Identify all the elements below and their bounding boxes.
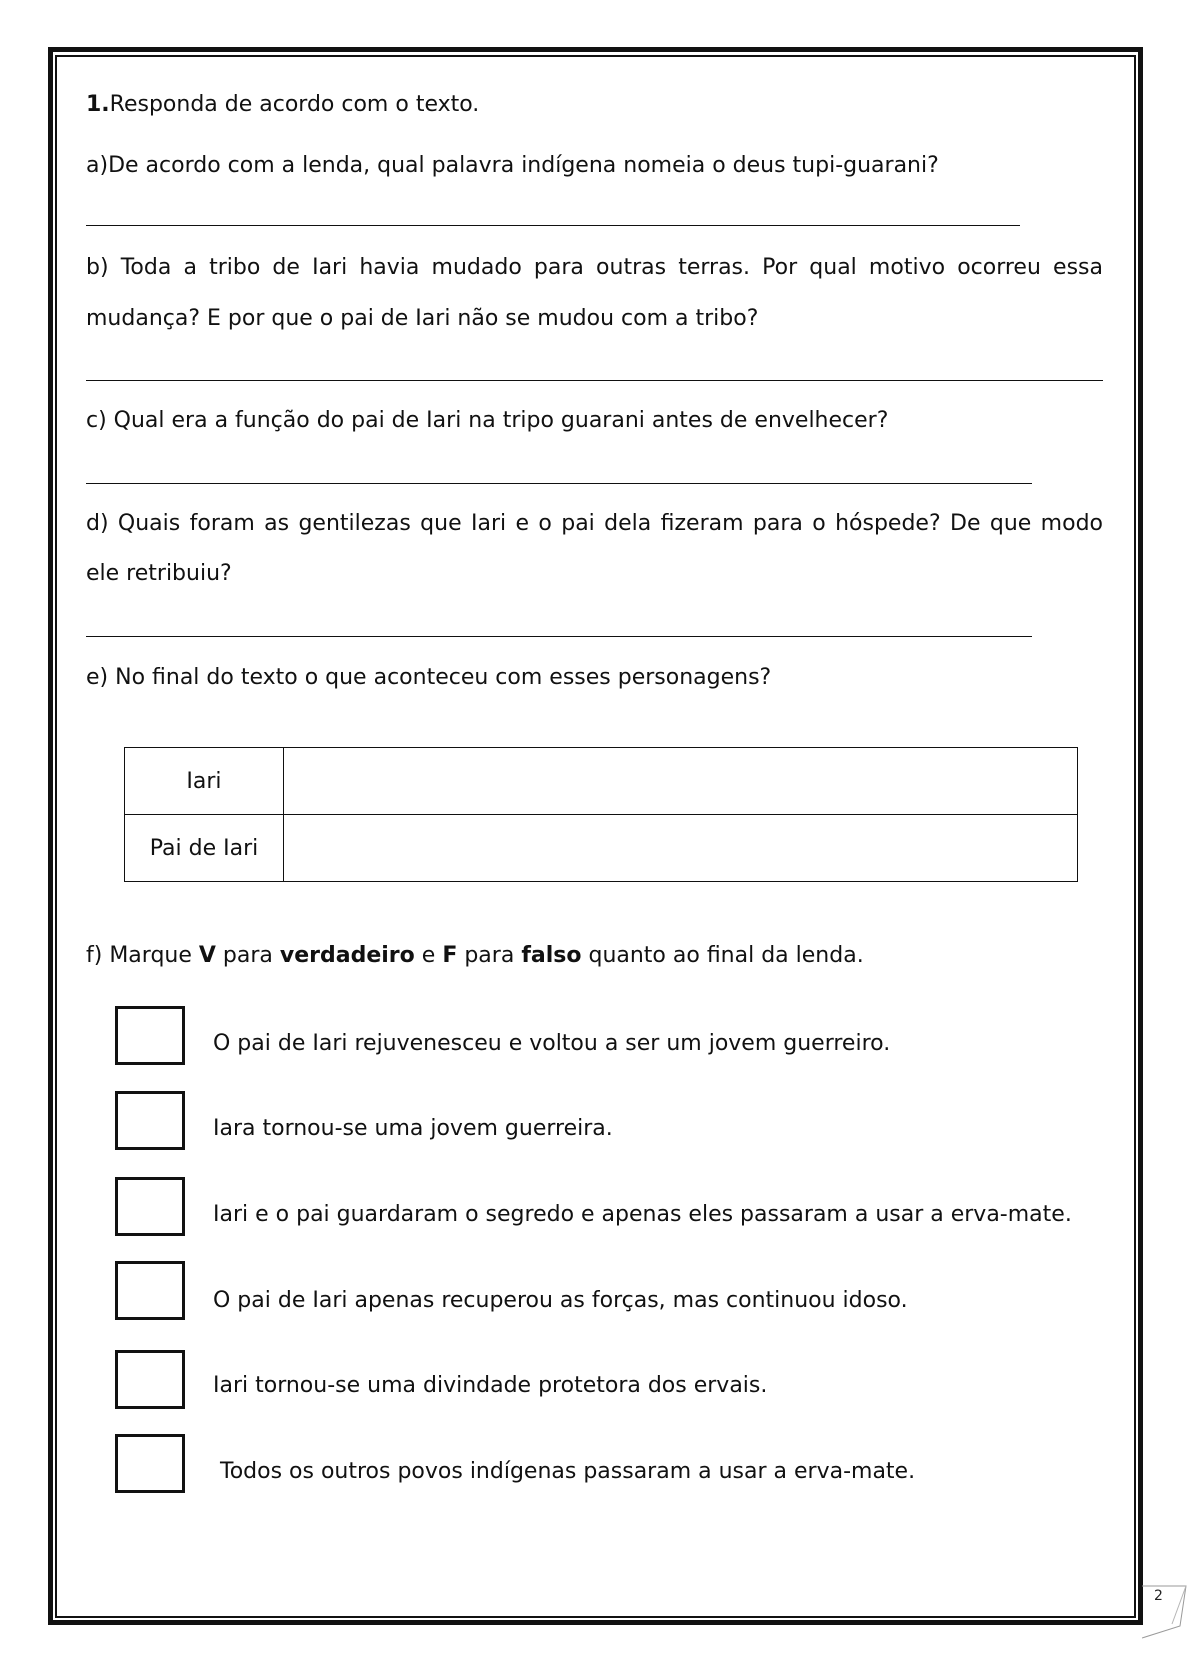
question-b-line-1: b) Toda a tribo de Iari havia mudado para outras terras. Por qual motivo ocorreu essa [86, 255, 1103, 280]
question-d-line-2: ele retribuiu? [86, 561, 232, 586]
answer-line-a[interactable] [86, 225, 1020, 226]
table-label-cell: Pai de Iari [125, 815, 284, 882]
page-curl-icon [1142, 1580, 1190, 1640]
table-row [125, 815, 1078, 882]
statement-text: Iari tornou-se uma divindade protetora dos ervais. [213, 1373, 768, 1398]
question-f-part: e [414, 943, 443, 968]
false-letter: F [442, 943, 458, 968]
question-f-part: f) Marque [86, 943, 199, 968]
heading-text: Responda de acordo com o texto. [109, 92, 480, 117]
answer-checkbox[interactable] [115, 1434, 185, 1493]
table-answer-cell[interactable] [284, 815, 1078, 882]
statement-text: O pai de Iari rejuvenesceu e voltou a ser um jovem guerreiro. [213, 1031, 891, 1056]
true-letter: V [198, 943, 216, 968]
answer-line-b[interactable] [86, 380, 1103, 381]
false-word: falso [521, 943, 582, 968]
statement-text: O pai de Iari apenas recuperou as forças, mas continuou idoso. [213, 1288, 908, 1313]
heading-number: 1. [86, 92, 110, 117]
true-word: verdadeiro [279, 943, 415, 968]
answer-checkbox[interactable] [115, 1350, 185, 1409]
table-row [125, 748, 1078, 815]
answer-checkbox[interactable] [115, 1261, 185, 1320]
question-f-part: para [215, 943, 280, 968]
answer-checkbox[interactable] [115, 1091, 185, 1150]
question-c: c) Qual era a função do pai de Iari na tripo guarani antes de envelhecer? [86, 408, 889, 433]
question-f-part: quanto ao final da lenda. [581, 943, 864, 968]
question-f [86, 942, 864, 970]
page-number: 2 [1154, 1588, 1163, 1604]
question-e: e) No final do texto o que aconteceu com esses personagens? [86, 665, 772, 690]
question-f-part: para [457, 943, 522, 968]
statement-text: Iara tornou-se uma jovem guerreira. [213, 1116, 613, 1141]
answer-checkbox[interactable] [115, 1006, 185, 1065]
table-answer-cell[interactable] [284, 748, 1078, 815]
statement-text: Iari e o pai guardaram o segredo e apenas eles passaram a usar a erva-mate. [213, 1202, 1072, 1227]
table-label-cell: Iari [125, 748, 284, 815]
answer-line-c[interactable] [86, 483, 1032, 484]
answer-checkbox[interactable] [115, 1177, 185, 1236]
question-b-line-2: mudança? E por que o pai de Iari não se mudou com a tribo? [86, 306, 759, 331]
answer-line-d[interactable] [86, 636, 1032, 637]
statement-text: Todos os outros povos indígenas passaram a usar a erva-mate. [213, 1459, 916, 1484]
section-heading [86, 91, 479, 119]
characters-table [124, 747, 1078, 882]
question-d-line-1: d) Quais foram as gentilezas que Iari e o pai dela fizeram para o hóspede? De que modo [86, 511, 1103, 536]
question-a: a)De acordo com a lenda, qual palavra indígena nomeia o deus tupi-guarani? [86, 153, 939, 178]
